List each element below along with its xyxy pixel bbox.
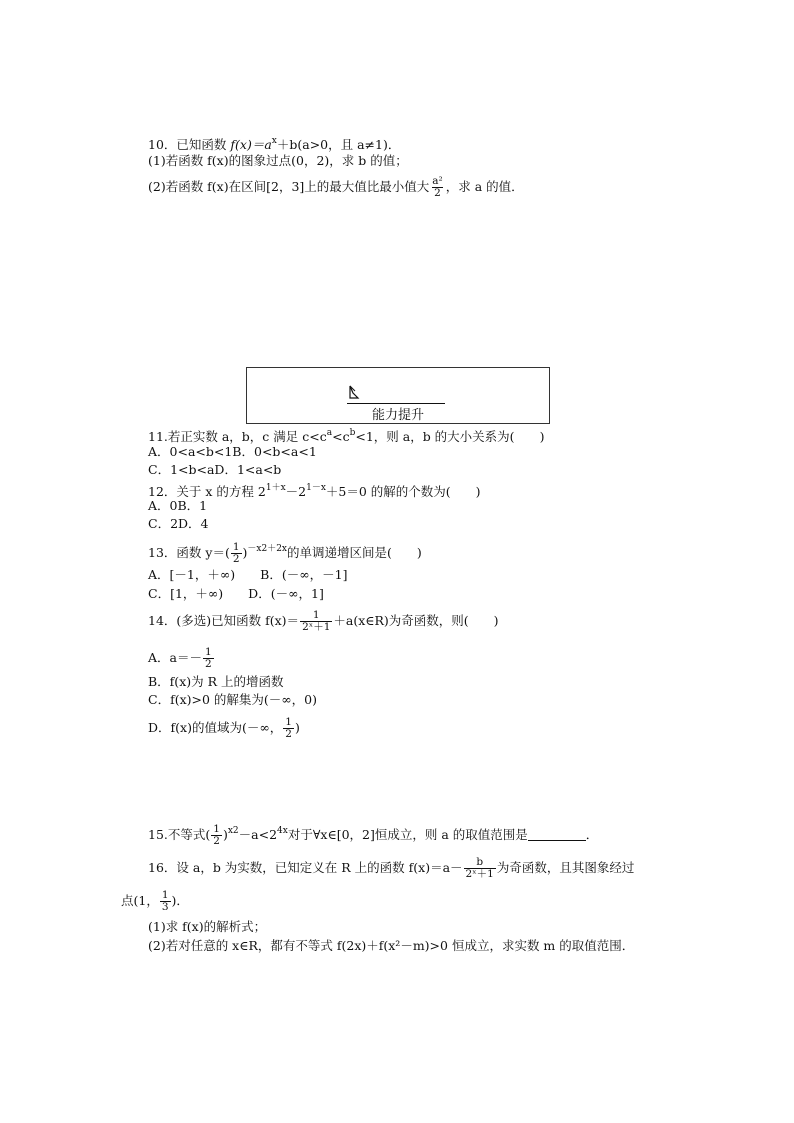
fraction: $\frac{1}{2}$ bbox=[285, 716, 292, 740]
q12-stem: 12．关于 x 的方程 $2^{1+x}-2^{1-x}+5=0$ 的解的个数为( ) bbox=[148, 483, 481, 499]
pencil-icon bbox=[347, 385, 361, 401]
q12-options-ab: A．0B．1 bbox=[148, 498, 208, 513]
q10-stem: 10．已知函数 $f(x)=a^x+b(a>0$，且 a≠1)． bbox=[148, 136, 401, 152]
q16-part1: (1)求 f(x)的解析式； bbox=[148, 919, 267, 934]
q16-part2: (2)若对任意的 x∈R，都有不等式 f(2x)＋f(x²－m)>0 恒成立，求实数 m 的取值范围． bbox=[148, 938, 635, 953]
fraction: $\frac{1}{\text{2ˣ＋1}}$ bbox=[302, 609, 331, 633]
q13-stem: 13．函数 y＝( $\frac{1}{2}$ )$^{-x2+2x}$的单调递增区间是( ) bbox=[148, 541, 422, 565]
q11-options-cd: C．1<b<aD．1<a<b bbox=[148, 462, 282, 477]
section-title: 能力提升 bbox=[371, 408, 424, 423]
q11-stem: 11.若正实数 a，b，c 满足 $c<c^a<c^b<1$，则 a，b 的大小关系为( ) bbox=[148, 428, 545, 444]
answer-blank[interactable] bbox=[528, 828, 586, 841]
q14-option-b: B．f(x)为 R 上的增函数 bbox=[148, 674, 284, 689]
fraction: $\frac{1}{3}$ bbox=[161, 889, 169, 913]
q14-option-c: C．f(x)>0 的解集为(－∞，0) bbox=[148, 692, 318, 707]
fraction: $\frac{b}{\text{2ˣ＋1}}$ bbox=[465, 856, 494, 880]
q14-stem: 14．(多选)已知函数 f(x)＝ $\frac{1}{\text{2ˣ＋1}}$ ＋a(x∈R)为奇函数，则( ) bbox=[148, 609, 499, 633]
q10-part1: (1)若函数 f(x)的图象过点(0，2)，求 b 的值； bbox=[148, 153, 408, 168]
q10-part2: (2)若函数 f(x)在区间[2，3]上的最大值比最小值大 $\frac{\text{a²}}{2}$ ，求 a 的值． bbox=[148, 175, 524, 199]
q11-options-ab: A．0<a<b<1B．0<b<a<1 bbox=[148, 444, 317, 459]
q16-stem: 16．设 a，b 为实数，已知定义在 R 上的函数 f(x)＝a－ $\frac{b}{\text{2ˣ＋1}}$ 为奇函数，且其图象经过 bbox=[148, 856, 635, 880]
fraction: $\frac{1}{2}$ bbox=[213, 823, 220, 847]
fraction: $\frac{\text{a²}}{2}$ bbox=[432, 175, 443, 199]
q14-option-d: D．f(x)的值域为(－∞， $\frac{1}{2}$ ) bbox=[148, 716, 300, 740]
section-banner bbox=[246, 367, 550, 424]
q13-options-cd: C．[1，＋∞) D．(－∞，1] bbox=[148, 586, 324, 601]
q12-options-cd: C．2D．4 bbox=[148, 516, 209, 531]
fraction: $\frac{1}{2}$ bbox=[204, 646, 212, 670]
q16-point: 点(1， $\frac{1}{3}$ )． bbox=[121, 889, 189, 913]
q14-option-a: A．a＝－ $\frac{1}{2}$ bbox=[148, 646, 212, 670]
fraction: $\frac{1}{2}$ bbox=[232, 541, 240, 565]
q15-stem: 15.不等式( $\frac{1}{2}$ )$^{x2}-a<2^{4x}$对于∀x∈[0，2]恒成立，则 a 的取值范围是 ． bbox=[148, 823, 599, 847]
q13-options-ab: A．[－1，＋∞) B．(－∞，－1] bbox=[148, 567, 348, 582]
